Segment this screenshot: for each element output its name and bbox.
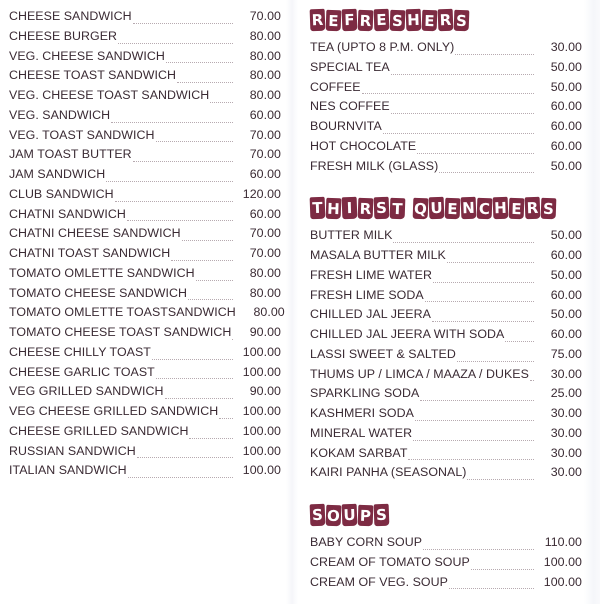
heading-letter-tile: R xyxy=(525,197,541,220)
dotted-leader xyxy=(152,350,233,360)
menu-item xyxy=(310,99,582,119)
heading-letter-tile: E xyxy=(326,9,342,31)
heading-letter-tile: F xyxy=(342,9,358,32)
menu-item xyxy=(310,119,582,139)
dotted-leader xyxy=(391,65,534,75)
dotted-leader xyxy=(133,14,233,24)
menu-item-price: 80.00 xyxy=(249,68,281,83)
heading-letter-tile: S xyxy=(541,197,557,219)
heading-letter-tile: N xyxy=(461,197,477,220)
menu-item-price: 50.00 xyxy=(550,158,582,173)
menu-item-name: BOURNVITA xyxy=(310,119,382,133)
heading-letter-tile: Q xyxy=(413,197,429,219)
menu-item-name: LASSI SWEET & SALTED xyxy=(310,346,456,361)
dotted-leader xyxy=(182,231,233,241)
menu-item-price: 80.00 xyxy=(249,285,281,300)
heading-letter-tile: S xyxy=(374,504,390,527)
menu-item xyxy=(9,384,281,404)
menu-item-name: VEG CHEESE GRILLED SANDWICH xyxy=(9,404,219,418)
menu-item xyxy=(9,147,281,167)
dotted-leader xyxy=(210,93,233,103)
menu-item-price: 120.00 xyxy=(242,186,281,201)
menu-item-price: 60.00 xyxy=(550,248,582,262)
menu-item-price: 30.00 xyxy=(550,366,582,381)
dotted-leader xyxy=(362,84,534,94)
dotted-leader xyxy=(449,579,534,589)
section-heading xyxy=(310,194,582,222)
menu-item-name: KASHMERI SODA xyxy=(310,406,414,420)
menu-item-name: VEG. CHEESE SANDWICH xyxy=(9,48,165,63)
section-heading xyxy=(310,501,582,529)
menu-item-name: BUTTER MILK xyxy=(310,228,393,243)
menu-left-column xyxy=(9,9,285,483)
menu-item-name: HOT CHOCOLATE xyxy=(310,138,417,153)
menu-item xyxy=(9,424,281,444)
heading-letter-tile: T xyxy=(310,197,326,220)
menu-item-name: VEG. SANDWICH xyxy=(9,107,111,122)
dotted-leader xyxy=(166,53,233,63)
menu-item-name: SPARKLING SODA xyxy=(310,386,420,401)
menu-item-price: 100.00 xyxy=(242,423,281,438)
menu-item-price: 80.00 xyxy=(249,88,281,102)
heading-letter-tile: U xyxy=(429,197,445,220)
menu-item-price: 70.00 xyxy=(249,246,281,260)
menu-item xyxy=(9,444,281,464)
menu-item xyxy=(9,9,281,29)
menu-item-price: 100.00 xyxy=(242,404,281,418)
menu-item-price: 75.00 xyxy=(550,346,582,361)
menu-item-name: CHEESE CHILLY TOAST xyxy=(9,344,151,359)
menu-item-price: 30.00 xyxy=(550,445,582,460)
menu-item-price: 70.00 xyxy=(249,9,281,23)
menu-item-name: CHATNI CHEESE SANDWICH xyxy=(9,226,181,241)
menu-item xyxy=(9,305,285,325)
dotted-leader xyxy=(432,312,534,322)
menu-item xyxy=(310,406,582,426)
menu-item xyxy=(9,29,281,49)
menu-item xyxy=(9,286,281,306)
menu-item xyxy=(310,60,582,80)
menu-item xyxy=(310,80,582,100)
heading-letter-tile: S xyxy=(374,197,390,220)
menu-item xyxy=(310,248,582,268)
menu-item-price: 80.00 xyxy=(249,28,281,43)
heading-letter-tile: E xyxy=(445,197,461,219)
menu-item-price: 60.00 xyxy=(550,138,582,153)
dotted-leader xyxy=(133,152,233,162)
dotted-leader xyxy=(111,113,233,123)
menu-item-price: 50.00 xyxy=(550,59,582,74)
menu-item-name: ITALIAN SANDWICH xyxy=(9,463,127,478)
dotted-leader xyxy=(425,292,534,302)
menu-item-name: CHEESE TOAST SANDWICH xyxy=(9,68,176,83)
menu-item-name: RUSSIAN SANDWICH xyxy=(9,443,136,458)
menu-item-name: JAM TOAST BUTTER xyxy=(9,147,132,162)
dotted-leader xyxy=(415,411,534,421)
menu-item-price: 70.00 xyxy=(249,147,281,162)
menu-item-price: 50.00 xyxy=(550,228,582,243)
menu-right-column xyxy=(310,6,582,610)
menu-item-price: 100.00 xyxy=(242,344,281,359)
heading-letter-tile: E xyxy=(374,9,390,32)
dotted-leader xyxy=(423,540,534,550)
dotted-leader xyxy=(420,391,534,401)
dotted-leader xyxy=(413,431,534,441)
menu-item-price: 90.00 xyxy=(249,384,281,399)
heading-letter-tile: I xyxy=(342,197,358,220)
menu-item xyxy=(310,446,582,466)
heading-letter-tile: C xyxy=(477,197,493,219)
menu-item-price: 25.00 xyxy=(550,386,582,401)
menu-item-price: 60.00 xyxy=(550,119,582,133)
menu-section-refreshers xyxy=(310,6,582,178)
dotted-leader xyxy=(115,192,233,202)
menu-item-name: NES COFFEE xyxy=(310,99,390,114)
menu-item-price: 50.00 xyxy=(550,79,582,94)
menu-item-name: VEG. TOAST SANDWICH xyxy=(9,127,155,142)
heading-letter-tile: O xyxy=(326,504,342,526)
menu-item-name: JAM SANDWICH xyxy=(9,167,106,181)
menu-item-price: 30.00 xyxy=(550,465,582,480)
menu-item xyxy=(9,167,281,187)
menu-item-price: 60.00 xyxy=(249,206,281,221)
menu-item xyxy=(310,159,582,179)
dotted-leader xyxy=(408,450,534,460)
dotted-leader xyxy=(505,332,534,342)
menu-item-name: KAIRI PANHA (SEASONAL) xyxy=(310,465,467,480)
dotted-leader xyxy=(171,251,233,261)
menu-item xyxy=(310,40,582,60)
menu-item-price: 60.00 xyxy=(249,107,281,122)
dotted-leader xyxy=(219,409,233,419)
menu-item-name: CREAM OF VEG. SOUP xyxy=(310,574,448,589)
heading-letter-tile: H xyxy=(406,9,422,32)
heading-letter-tile: R xyxy=(310,9,326,32)
menu-item-name: CHEESE BURGER xyxy=(9,28,118,43)
menu-item-name: CHATNI SANDWICH xyxy=(9,206,126,221)
heading-letter-tile: R xyxy=(358,9,374,31)
menu-item-name: CHEESE GRILLED SANDWICH xyxy=(9,423,189,438)
menu-item-name: MINERAL WATER xyxy=(310,425,413,440)
menu-item-name: CHEESE GARLIC TOAST xyxy=(9,364,155,379)
dotted-leader xyxy=(127,211,233,221)
menu-item-name: TOMATO CHEESE TOAST SANDWICH xyxy=(9,325,232,339)
menu-item xyxy=(310,575,582,595)
dotted-leader xyxy=(417,144,534,154)
menu-item xyxy=(9,68,281,88)
heading-letter-tile: R xyxy=(438,9,454,32)
dotted-leader xyxy=(177,73,233,83)
menu-item-name: COFFEE xyxy=(310,79,361,94)
menu-item-name: CLUB SANDWICH xyxy=(9,186,114,201)
menu-item xyxy=(9,345,281,365)
menu-item-price: 80.00 xyxy=(249,48,281,63)
menu-item xyxy=(310,327,582,347)
menu-item xyxy=(9,404,281,424)
dotted-leader xyxy=(455,45,534,55)
menu-item-name: FRESH LIME SODA xyxy=(310,287,424,302)
dotted-leader xyxy=(128,468,233,478)
page-edge-shadow xyxy=(584,0,600,604)
menu-section-soups xyxy=(310,501,582,594)
menu-item xyxy=(310,367,582,387)
dotted-leader xyxy=(137,448,233,458)
dotted-leader xyxy=(232,330,233,340)
heading-letter-tile: S xyxy=(454,9,470,31)
menu-item xyxy=(9,365,281,385)
menu-item xyxy=(310,307,582,327)
menu-item xyxy=(310,268,582,288)
dotted-leader xyxy=(156,369,233,379)
menu-item-name: TOMATO CHEESE SANDWICH xyxy=(9,285,188,300)
heading-letter-tile: U xyxy=(342,504,358,527)
menu-item xyxy=(9,49,281,69)
menu-item xyxy=(9,108,281,128)
menu-item-name: CHATNI TOAST SANDWICH xyxy=(9,246,171,260)
dotted-leader xyxy=(391,104,534,114)
section-heading xyxy=(310,6,582,34)
menu-item xyxy=(9,187,281,207)
menu-item-name: FRESH MILK (GLASS) xyxy=(310,158,439,173)
dotted-leader xyxy=(383,124,534,134)
menu-item xyxy=(9,226,281,246)
menu-item xyxy=(310,139,582,159)
menu-item xyxy=(310,535,582,555)
menu-item xyxy=(9,266,281,286)
menu-item xyxy=(310,426,582,446)
menu-item-name: CHILLED JAL JEERA WITH SODA xyxy=(310,327,505,341)
heading-letter-tile: H xyxy=(493,197,509,220)
dotted-leader xyxy=(393,233,534,243)
menu-item-price: 30.00 xyxy=(550,425,582,440)
menu-item-name: FRESH LIME WATER xyxy=(310,267,432,282)
menu-item-name: CREAM OF TOMATO SOUP xyxy=(310,554,470,569)
menu-item-name: MASALA BUTTER MILK xyxy=(310,248,446,262)
menu-item-name: SPECIAL TEA xyxy=(310,59,390,74)
menu-item-price: 60.00 xyxy=(249,167,281,181)
heading-letter-tile: S xyxy=(390,9,406,31)
menu-item-price: 60.00 xyxy=(550,99,582,114)
menu-item-price: 100.00 xyxy=(543,574,582,589)
menu-item-price: 100.00 xyxy=(543,554,582,569)
menu-item-price: 110.00 xyxy=(544,535,582,549)
menu-item xyxy=(310,465,582,485)
heading-letter-tile: E xyxy=(509,197,525,219)
dotted-leader xyxy=(530,371,534,381)
menu-item-name: CHEESE SANDWICH xyxy=(9,9,132,23)
menu-item xyxy=(9,128,281,148)
menu-item-price: 70.00 xyxy=(249,226,281,241)
menu-item xyxy=(310,386,582,406)
dotted-leader xyxy=(439,163,534,173)
menu-item xyxy=(9,463,281,483)
heading-letter-tile: S xyxy=(310,504,326,527)
menu-item-price: 70.00 xyxy=(249,127,281,142)
heading-letter-tile: R xyxy=(358,197,374,219)
menu-item-name: KOKAM SARBAT xyxy=(310,445,408,460)
dotted-leader xyxy=(106,172,233,182)
menu-item-price: 30.00 xyxy=(550,40,582,54)
dotted-leader xyxy=(196,271,233,281)
menu-item xyxy=(9,246,281,266)
dotted-leader xyxy=(189,429,233,439)
menu-item xyxy=(310,347,582,367)
dotted-leader xyxy=(433,273,534,283)
menu-item-price: 50.00 xyxy=(550,267,582,282)
menu-item-price: 100.00 xyxy=(242,463,281,478)
menu-item-name: VEG GRILLED SANDWICH xyxy=(9,384,164,399)
dotted-leader xyxy=(156,132,233,142)
dotted-leader xyxy=(188,290,233,300)
dotted-leader xyxy=(467,470,534,480)
menu-item-name: TOMATO OMLETTE SANDWICH xyxy=(9,265,195,280)
menu-item xyxy=(310,228,582,248)
dotted-leader xyxy=(471,560,534,570)
menu-item-price: 80.00 xyxy=(253,305,285,320)
menu-section-thirst-quenchers xyxy=(310,194,582,485)
menu-item-name: TEA (UPTO 8 P.M. ONLY) xyxy=(310,40,455,54)
menu-item-name: BABY CORN SOUP xyxy=(310,535,423,549)
menu-item-name: CHILLED JAL JEERA xyxy=(310,307,431,322)
menu-item-name: TOMATO OMLETTE TOASTSANDWICH xyxy=(9,305,236,320)
dotted-leader xyxy=(447,253,534,263)
menu-item-price: 60.00 xyxy=(550,327,582,341)
menu-item xyxy=(9,88,281,108)
dotted-leader xyxy=(118,34,233,44)
menu-item-price: 60.00 xyxy=(550,287,582,302)
dotted-leader xyxy=(457,352,534,362)
heading-letter-tile: P xyxy=(358,504,374,526)
menu-item-price: 80.00 xyxy=(249,265,281,280)
heading-letter-tile: H xyxy=(326,197,342,219)
menu-item xyxy=(9,325,281,345)
menu-item-name: VEG. CHEESE TOAST SANDWICH xyxy=(9,88,210,102)
menu-item xyxy=(310,555,582,575)
dotted-leader xyxy=(165,389,233,399)
heading-letter-tile: T xyxy=(390,197,406,219)
page-fold-shadow xyxy=(286,0,298,604)
heading-letter-tile: E xyxy=(422,9,438,31)
menu-item-price: 100.00 xyxy=(242,443,281,458)
menu-item-price: 90.00 xyxy=(249,325,281,339)
menu-item xyxy=(9,207,281,227)
menu-item-name: THUMS UP / LIMCA / MAAZA / DUKES xyxy=(310,366,529,381)
menu-item-price: 50.00 xyxy=(550,307,582,322)
menu-item xyxy=(310,288,582,308)
menu-item-price: 100.00 xyxy=(242,364,281,379)
menu-item-price: 30.00 xyxy=(550,406,582,420)
